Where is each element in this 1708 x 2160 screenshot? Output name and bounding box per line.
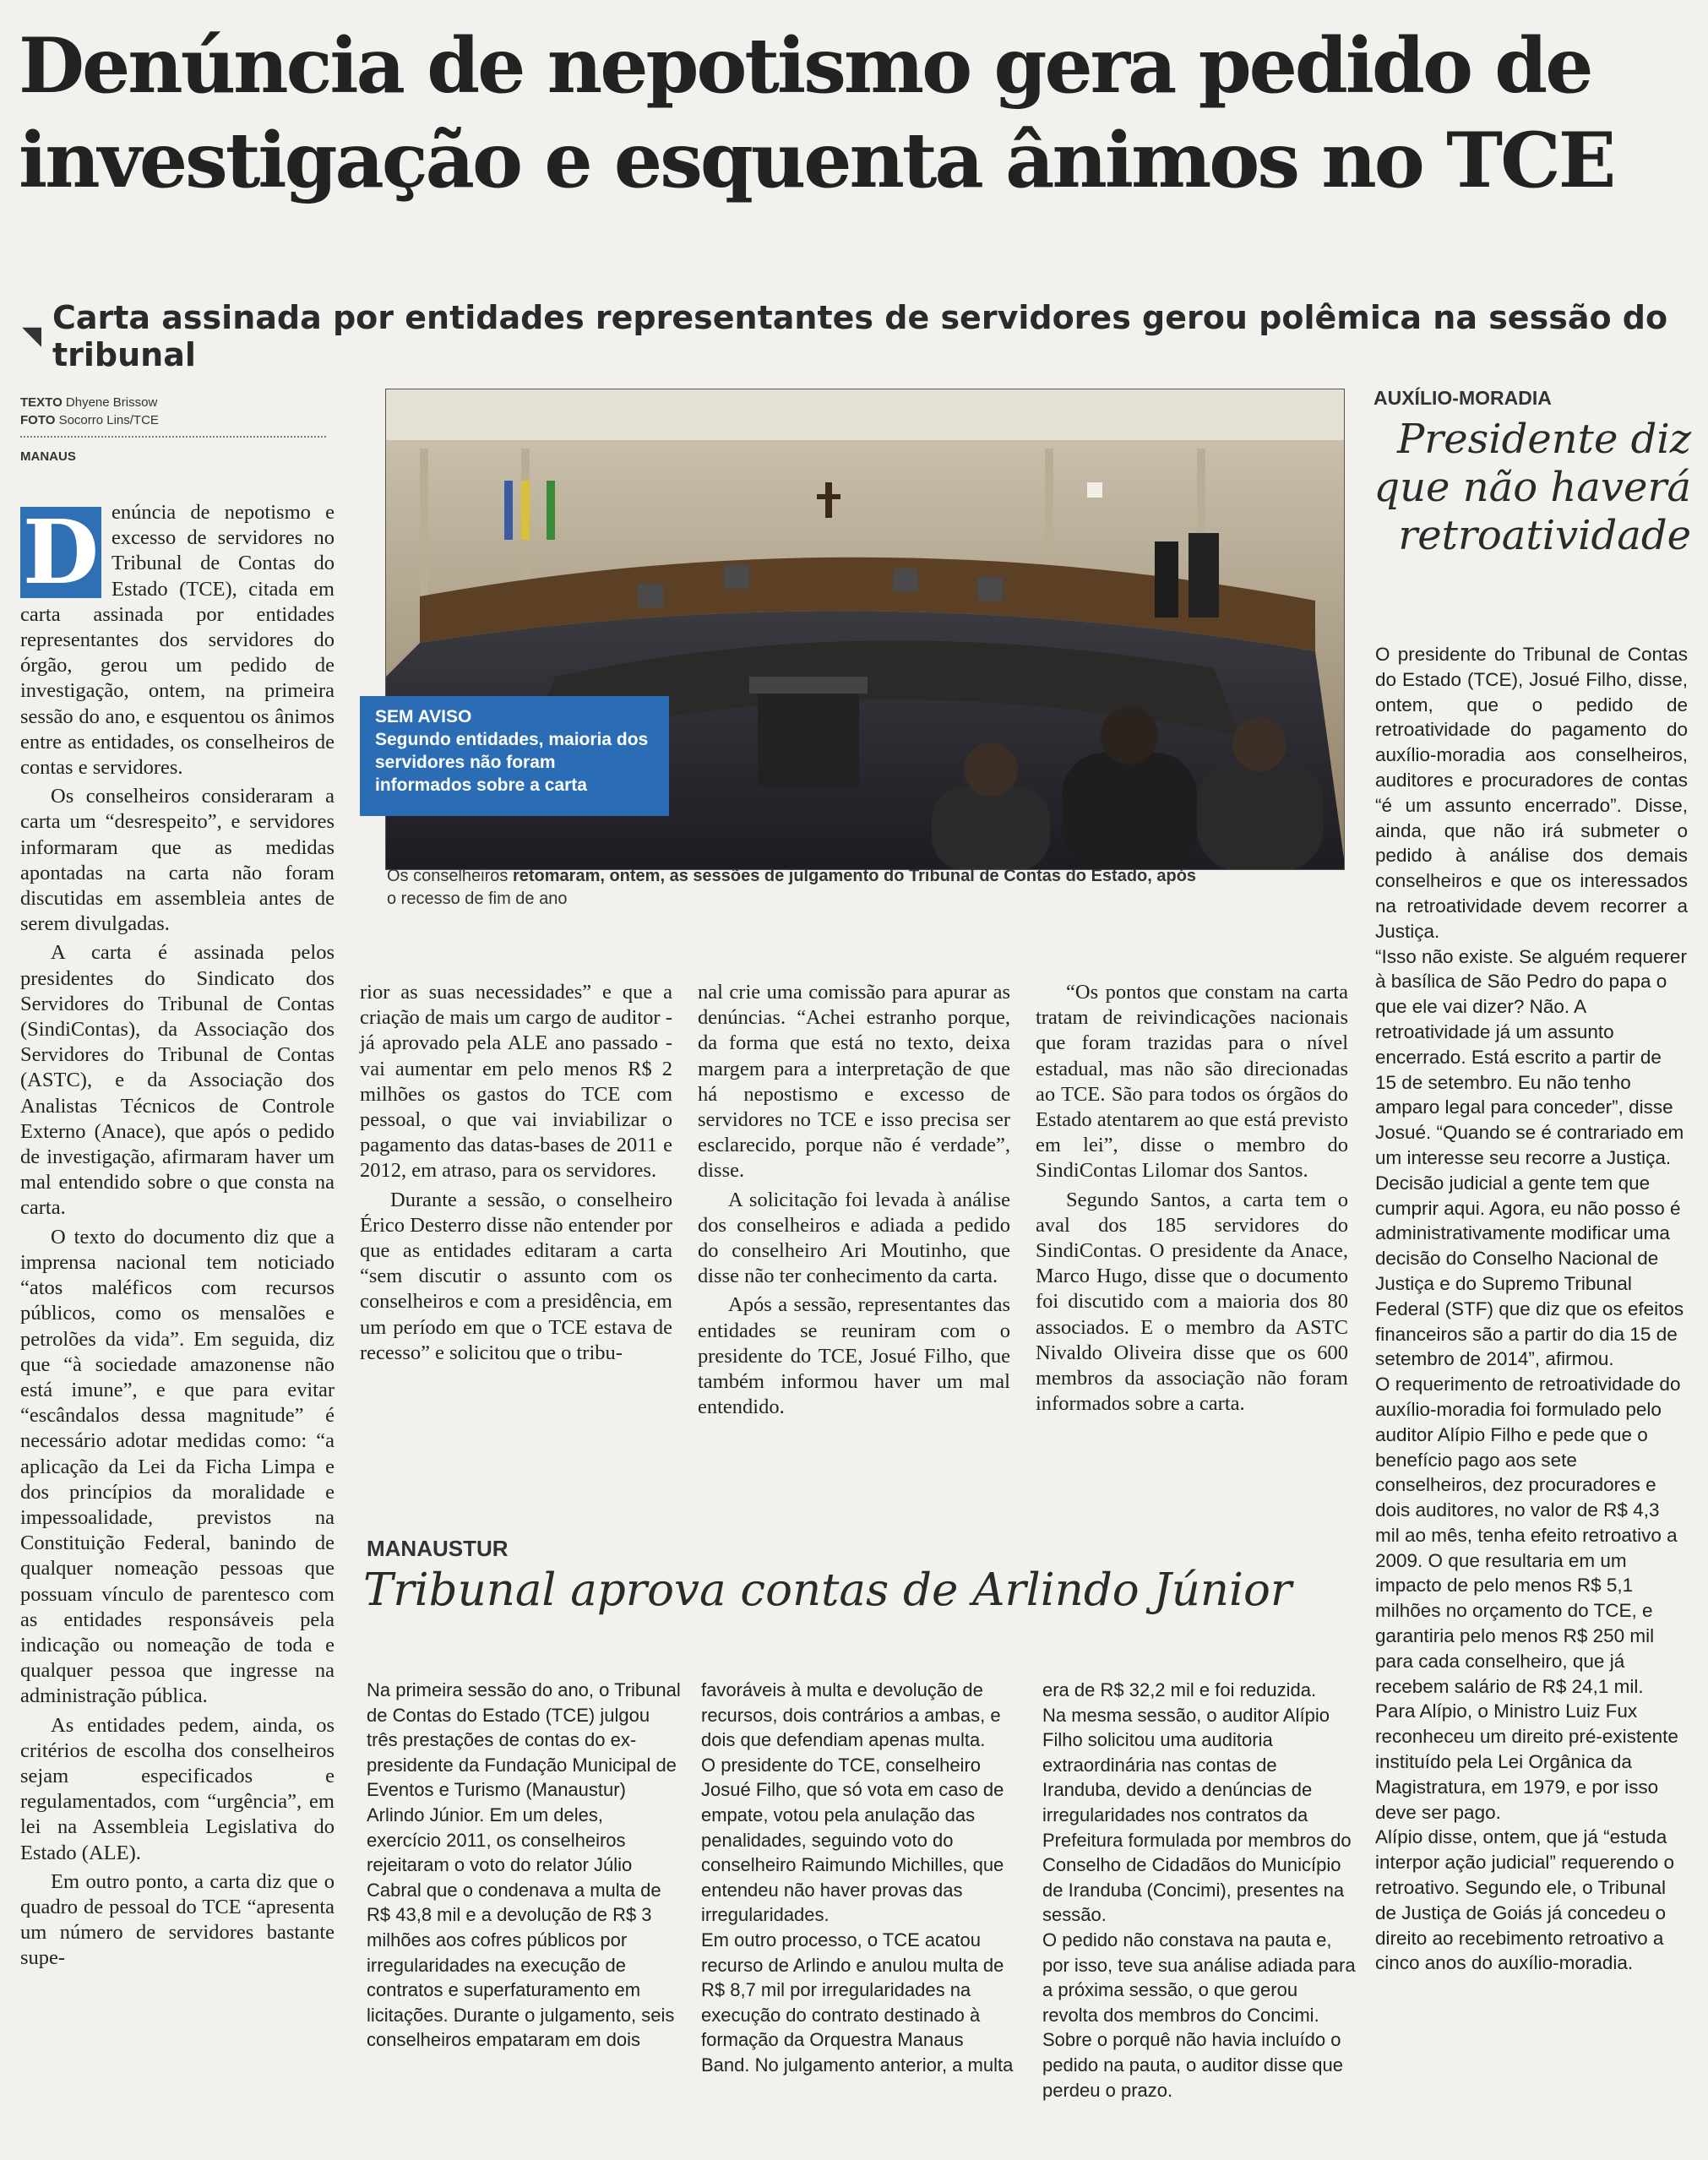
manaustur-kicker: MANAUSTUR bbox=[367, 1536, 509, 1561]
caption-lead: Os conselheiros bbox=[387, 867, 513, 885]
manaustur-column-1 bbox=[367, 1678, 681, 2053]
caption-bold: retomaram, ontem, as sessões de julgamento do Tribunal de Contas do Estado, após bbox=[512, 867, 1197, 885]
article-column-1 bbox=[20, 500, 335, 1975]
text-credit-name: Dhyene Brissow bbox=[65, 395, 158, 410]
manaustur-paragraph: O pedido não constava na pauta e, por isso, teve sua análise adiada para a próxima sessão, o que gerou revolta dos membros do Concimi. Sobre o porquê não havia incluído o pedido na pauta, o auditor disse que perdeu o prazo. bbox=[1042, 1929, 1356, 2101]
dotted-divider bbox=[20, 436, 326, 438]
article-paragraph: Em outro ponto, a carta diz que o quadro de pessoal do TCE “apresenta um número de servidores bastante supe- bbox=[20, 1869, 335, 1970]
article-column-4 bbox=[1036, 980, 1348, 1420]
sidebar-paragraph: O requerimento de retroatividade do auxílio-moradia foi formulado pelo auditor Alípio Filho e pede que o benefício pago aos sete conselheiros, dez procuradores e dois auditores, no valor de R$ 4,3 mil ao mês, tenha efeito retroativo a 2009. O que resultaria em um impacto de pelo menos R$ 5,1 milhões no orçamento do TCE, e garantiria pelo menos R$ 250 mil para cada conselheiro, que já recebem salário de R$ 24,1 mil. Para Alípio, o Ministro Luiz Fux reconheceu um direito pré-existente instituído pela Lei Orgânica da Magistratura, em 1979, e por isso deve ser pago. bbox=[1375, 1374, 1681, 1823]
sidebar-title: Presidente diz que não haverá retroatividade bbox=[1373, 416, 1691, 559]
article-paragraph-text: enúncia de nepotismo e excesso de servidores no Tribunal de Contas do Estado (TCE), citada em carta assinada por entidades representantes dos servidores do órgão, gerou um pedido de investigação, ontem, na primeira sessão do ano, e esquentou os ânimos entre as entidades, os conselheiros de contas e servidores. bbox=[20, 501, 335, 780]
article-paragraph: O texto do documento diz que a imprensa nacional tem noticiado “atos maléficos com recursos públicos, como os mensalões e petrolões da vida”. Em seguida, diz que “à sociedade amazonense não está imune”, e que para evitar “escândalos dessa magnitude” é necessário adotar medidas como: “a aplicação da Lei da Ficha Limpa e dos princípios da moralidade e impessoalidade, previstos na Constituição Federal, banindo de qualquer nomeação pessoas que possuam vínculo de parentesco com as entidades responsáveis pela indicação ou nomeação de toda e qualquer pessoa que ingresse na administração pública. bbox=[20, 1225, 335, 1708]
sidebar-paragraph: Alípio disse, ontem, que já “estuda interpor ação judicial” requerendo o retroativo. Segundo ele, o Tribunal de Justiça de Goiás já concedeu o direito ao recebimento retroativo a cinco anos do auxílio-moradia. bbox=[1375, 1826, 1674, 1974]
drop-cap: D bbox=[20, 507, 101, 598]
triangle-bullet-icon: ◥ bbox=[22, 321, 42, 351]
photo-callout-label: SEM AVISO bbox=[375, 707, 472, 726]
manaustur-paragraph: era de R$ 32,2 mil e foi reduzida. bbox=[1042, 1679, 1317, 1700]
manaustur-column-3 bbox=[1042, 1678, 1357, 2103]
photo-callout-text: Segundo entidades, maioria dos servidores não foram informados sobre a carta bbox=[375, 730, 649, 795]
manaustur-paragraph: favoráveis à multa e devolução de recursos, dois contrários a ambas, e dois que defendiam apenas multa. bbox=[701, 1679, 1001, 1751]
photo-credit-label: FOTO bbox=[20, 413, 56, 427]
article-paragraph: Durante a sessão, o conselheiro Érico Desterro disse não entender por que as entidades editaram a carta “sem discutir o assunto com os conselheiros e com a presidência, em um período em que o TCE estava de recesso” e solicitou que o tribu- bbox=[360, 1188, 672, 1364]
manaustur-paragraph: Em outro processo, o TCE acatou recurso de Arlindo e anulou multa de R$ 8,7 mil por irregularidades na execução do contrato destinado à formação da Orquestra Manaus Band. No julgamento anterior, a multa bbox=[701, 1929, 1014, 2076]
article-paragraph: As entidades pedem, ainda, os critérios de escolha dos conselheiros sejam especificados e regulamentados, com “urgência”, em lei na Assembleia Legislativa do Estado (ALE). bbox=[20, 1713, 335, 1864]
headline: Denúncia de nepotismo gera pedido de investigação e esquenta ânimos no TCE bbox=[19, 21, 1614, 205]
article-paragraph: rior as suas necessidades” e que a criação de mais um cargo de auditor - já aprovado pela ALE ano passado - vai aumentar em pelo menos R$ 2 milhões os gastos do TCE com pessoal, o que vai inviabilizar o pagamento das datas-bases de 2011 e 2012, em atraso, para os servidores. bbox=[360, 981, 672, 1183]
subheadline-text: Carta assinada por entidades representantes de servidores gerou polêmica na sessão do tribunal bbox=[52, 299, 1668, 373]
photo-callout bbox=[360, 696, 669, 816]
manaustur-title: Tribunal aprova contas de Arlindo Júnior bbox=[363, 1564, 1292, 1616]
manaustur-paragraph: Na primeira sessão do ano, o Tribunal de Contas do Estado (TCE) julgou três prestações de contas do ex-presidente da Fundação Municipal de Eventos e Turismo (Manaustur) Arlindo Júnior. Em um deles, exercício 2011, os conselheiros rejeitaram o voto do relator Júlio Cabral que o condenava a multa de R$ 43,8 mil e a devolução de R$ 3 milhões aos cofres públicos por irregularidades na execução de contratos e superfaturamento em licitações. Durante o julgamento, seis conselheiros empataram em dois bbox=[367, 1679, 681, 2051]
article-paragraph: A solicitação foi levada à análise dos conselheiros e adiada a pedido do conselheiro Ari Moutinho, que disse não ter conhecimento da carta. bbox=[698, 1188, 1010, 1288]
article-column-3 bbox=[698, 980, 1010, 1423]
sidebar-column bbox=[1375, 642, 1688, 1976]
photo-caption bbox=[387, 865, 1346, 911]
article-paragraph: Após a sessão, representantes das entidades se reuniram com o presidente do TCE, Josué Filho, que também informou haver um mal entendido. bbox=[698, 1293, 1010, 1419]
manaustur-paragraph: O presidente do TCE, conselheiro Josué Filho, que só vota em caso de empate, votou pela anulação das penalidades, seguindo voto do conselheiro Raimundo Michilles, que entendeu não haver provas das irregularidades. bbox=[701, 1754, 1004, 1926]
article-paragraph: Os conselheiros consideraram a carta um “desrespeito”, e servidores informaram que as medidas apontadas na carta não foram discutidas em assembleia antes de serem divulgadas. bbox=[20, 785, 335, 936]
sidebar-kicker: AUXÍLIO-MORADIA bbox=[1373, 387, 1552, 409]
byline bbox=[20, 394, 326, 465]
photo-credit-name: Socorro Lins/TCE bbox=[58, 413, 159, 427]
text-credit-label: TEXTO bbox=[20, 395, 63, 410]
caption-end: o recesso de fim de ano bbox=[387, 890, 568, 908]
sidebar-paragraph: “Isso não existe. Se alguém requerer à basílica de São Pedro do papa o que ele vai dizer? Não. A retroatividade já um assunto encerrado. Está escrito a partir de 15 de setembro. Eu não tenho amparo legal para conceder”, disse Josué. “Quando se é contrariado em um interesse seu recorre a Justiça. Decisão judicial a gente tem que cumprir aqui. Agora, eu não posso é administrativamente modificar uma decisão do Conselho Nacional de Justiça e do Supremo Tribunal Federal (STF) que diz que os efeitos financeiros são a partir do dia 15 de setembro de 2014”, afirmou. bbox=[1375, 945, 1687, 1370]
subheadline bbox=[22, 299, 1694, 373]
sidebar-paragraph: O presidente do Tribunal de Contas do Estado (TCE), Josué Filho, disse, ontem, que o pedido de retroatividade do pagamento do auxílio-moradia aos conselheiros, auditores e procuradores de contas “é um assunto encerrado”. Disse, ainda, que não irá submeter o pedido à análise dos demais conselheiros e que os interessados na retroatividade devem recorrer a Justiça. bbox=[1375, 644, 1688, 942]
article-paragraph: Segundo Santos, a carta tem o aval dos 185 servidores do SindiContas. O presidente da Anace, Marco Hugo, disse que o documento foi discutido com a maioria dos 80 associados. E o membro da ASTC Nivaldo Oliveira disse que os 600 membros da associação não foram informados sobre a carta. bbox=[1036, 1188, 1348, 1416]
article-paragraph: “Os pontos que constam na carta tratam de reivindicações nacionais que foram trazidas para o nível estadual, mas não são direcionadas ao TCE. São para todos os órgãos do Estado atentarem ao que está previsto em lei”, disse o membro do SindiContas Lilomar dos Santos. bbox=[1036, 981, 1348, 1183]
article-column-2 bbox=[360, 980, 672, 1369]
manaustur-column-2 bbox=[701, 1678, 1015, 2078]
article-paragraph: A carta é assinada pelos presidentes do Sindicato dos Servidores do Tribunal de Contas (SindiContas), da Associação dos Servidores do Tribunal de Contas (ASTC), e da Associação dos Analistas Técnicos de Controle Externo (Anace), que após o pedido de investigação, afirmaram haver um mal entendido sobre o que consta na carta. bbox=[20, 941, 335, 1220]
manaustur-paragraph: Na mesma sessão, o auditor Alípio Filho solicitou uma auditoria extraordinária nas contas de Iranduba, devido a denúncias de irregularidades nos contratos da Prefeitura formulada por membros do Conselho de Cidadãos do Município de Iranduba (Concimi), presentes na sessão. bbox=[1042, 1704, 1352, 1926]
article-paragraph: nal crie uma comissão para apurar as denúncias. “Achei estranho porque, da forma que está no texto, deixa margem para a interpretação de que há nepostismo e excesso de servidores no TCE e isso precisa ser esclarecido, porque não é verdade”, disse. bbox=[698, 981, 1010, 1183]
article-paragraph bbox=[20, 500, 335, 781]
dateline: MANAUS bbox=[20, 449, 76, 464]
